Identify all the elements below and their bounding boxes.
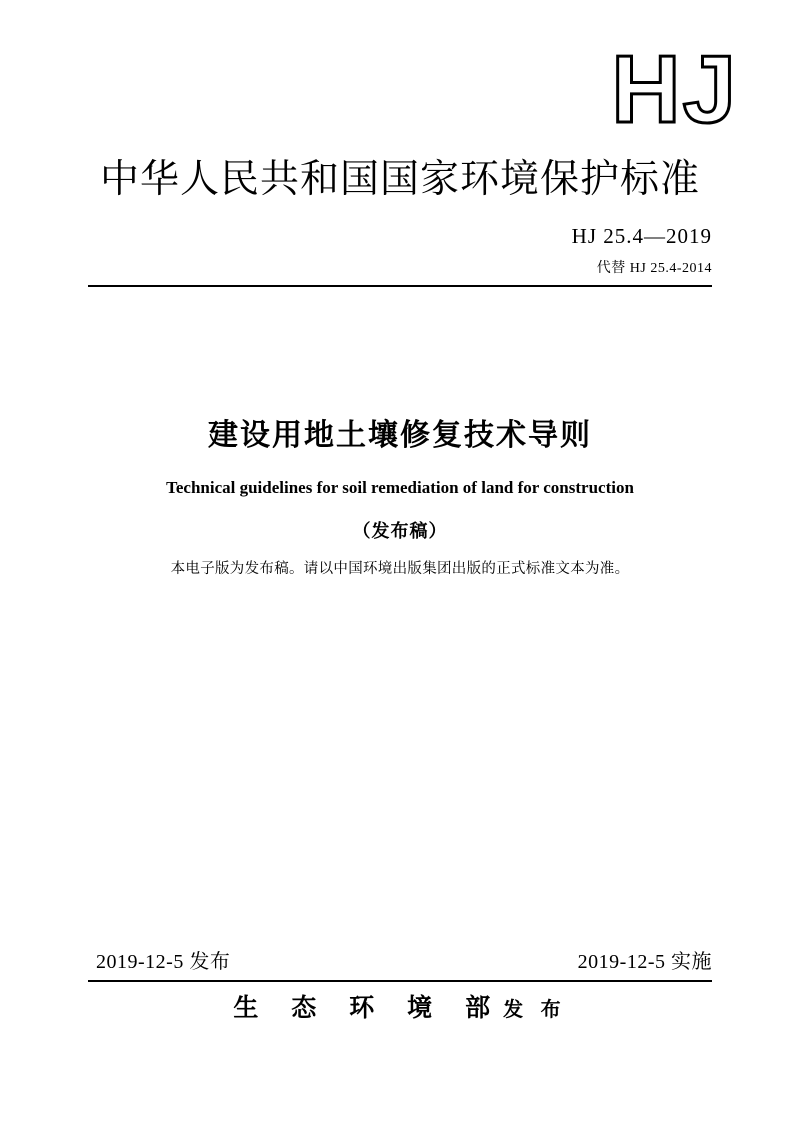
standard-replaces-note: 代替 HJ 25.4-2014 xyxy=(596,261,712,276)
hj-logo: HJ xyxy=(611,36,738,143)
document-note: 本电子版为发布稿。请以中国环境出版集团出版的正式标准文本为准。 xyxy=(170,561,630,577)
document-title-english: Technical guidelines for soil remediation of land for construction xyxy=(166,478,634,497)
standard-header-title: 中华人民共和国国家环境保护标准 xyxy=(99,158,700,201)
standard-number: HJ 25.4—2019 xyxy=(571,224,712,248)
issuer-verb: 发 布 xyxy=(503,999,567,1021)
issue-date: 2019-12-5 发布 xyxy=(96,951,231,973)
document-title-chinese: 建设用地土壤修复技术导则 xyxy=(208,419,592,452)
document-subtitle: （发布稿） xyxy=(352,521,448,541)
effective-date: 2019-12-5 实施 xyxy=(577,951,712,973)
footer-divider xyxy=(88,980,712,982)
header-divider xyxy=(88,285,712,287)
issuer-line xyxy=(0,988,800,1024)
issuer-agency: 生 态 环 境 部 xyxy=(233,994,504,1022)
